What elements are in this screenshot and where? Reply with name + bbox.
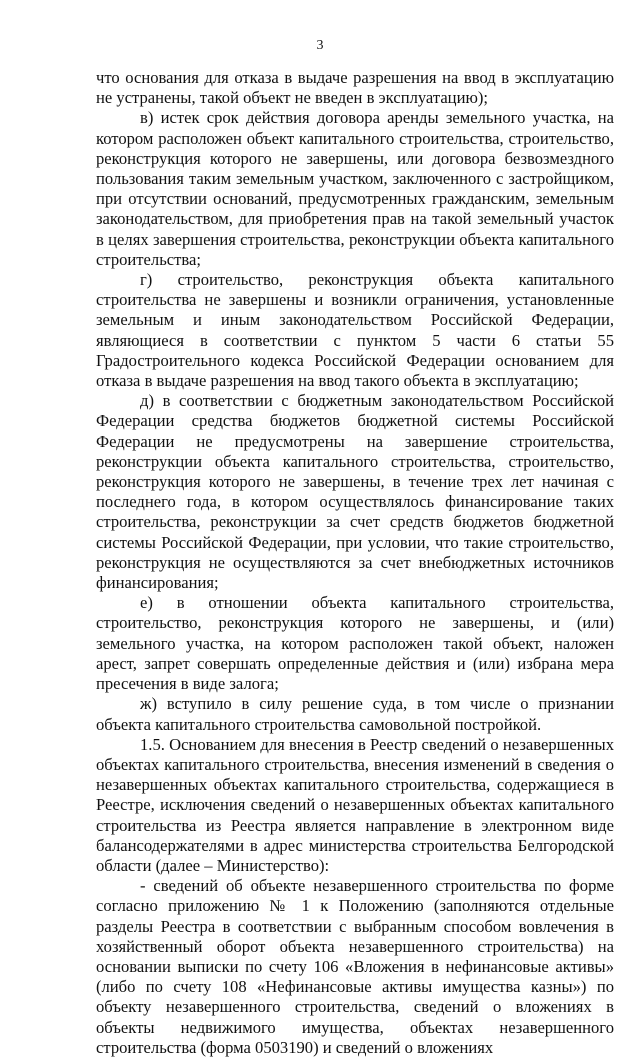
paragraph-1-5: 1.5. Основанием для внесения в Реестр сведений о незавершенных объектах капитального строительства, внесения изменений в сведения о незавершенных объектах капитального строительства, содержащиеся в Реестре, исключения сведений о незавершенных объектах капитального строительства из Реестра является направление в электронном виде балансодержателями в адрес министерства строительства Белгородской области (далее – Министерство): xyxy=(96,734,614,875)
paragraph-item-zh: ж) вступило в силу решение суда, в том числе о признании объекта капитального строительства самовольной постройкой. xyxy=(96,694,614,734)
paragraph-item-g: г) строительство, реконструкция объекта капитального строительства не завершены и возникли ограничения, установленные земельным и иным законодательством Российской Федерации, являющиеся в соответствии с пунктом 5 части 6 статьи 55 Градостроительного кодекса Российской Федерации основанием для отказа в выдаче разрешения на ввод такого объекта в эксплуатацию; xyxy=(96,270,614,391)
paragraph-item-e: е) в отношении объекта капитального строительства, строительство, реконструкция которого не завершены, и (или) земельного участка, на котором расположен такой объект, наложен арест, запрет совершать определенные действия и (или) избрана мера пресечения в виде залога; xyxy=(96,593,614,694)
paragraph-continuation: что основания для отказа в выдаче разрешения на ввод в эксплуатацию не устранены, такой объект не введен в эксплуатацию); xyxy=(96,68,614,108)
paragraph-item-d: д) в соответствии с бюджетным законодательством Российской Федерации средства бюджетов бюджетной системы Российской Федерации не предусмотрены на завершение строительства, реконструкции объекта капитального строительства, строительство, реконструкция которого не завершены, в течение трех лет начиная с последнего года, в котором осуществлялось финансирование таких строительства, реконструкции за счет средств бюджетов бюджетной системы Российской Федерации, при условии, что такие строительство, реконструкция не осуществляются за счет внебюджетных источников финансирования; xyxy=(96,391,614,593)
page-number: 3 xyxy=(316,38,324,53)
paragraph-item-v: в) истек срок действия договора аренды земельного участка, на котором расположен объект капитального строительства, строительство, реконструкция которого не завершены, или договора безвозмездного пользования таким земельным участком, заключенного с застройщиком, при отсутствии оснований, предусмотренных гражданским, земельным законодательством, для приобретения прав на такой земельный участок в целях завершения строительства, реконструкции объекта капитального строительства; xyxy=(96,108,614,269)
document-body xyxy=(96,68,614,1058)
paragraph-list-item: - сведений об объекте незавершенного строительства по форме согласно приложению № 1 к Положению (заполняются отдельные разделы Реестра в соответствии с выбранным способом вовлечения в хозяйственный оборот объекта незавершенного строительства) на основании выписки по счету 106 «Вложения в нефинансовые активы» (либо по счету 108 «Нефинансовые активы имущества казны») по объекту незавершенного строительства, сведений о вложениях в объекты недвижимого имущества, объектах незавершенного строительства (форма 0503190) и сведений о вложениях xyxy=(96,876,614,1057)
